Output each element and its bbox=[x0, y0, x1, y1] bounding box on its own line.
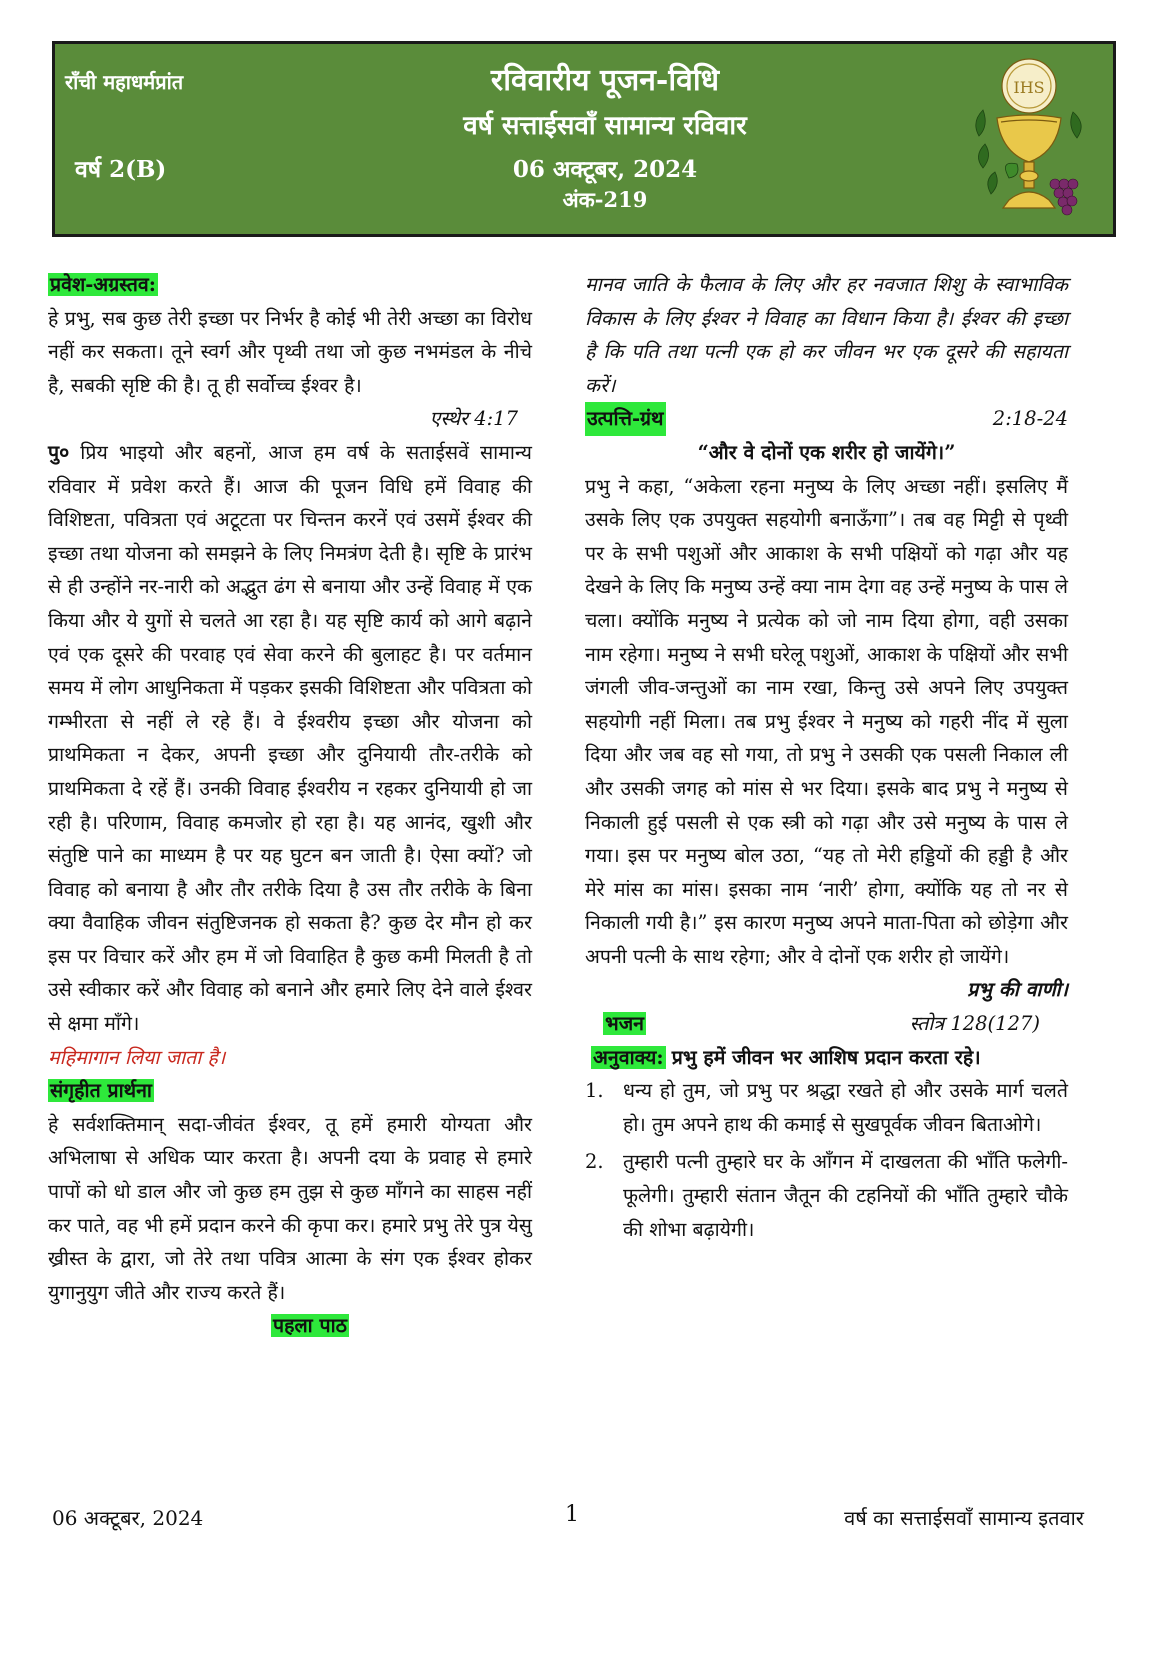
right-column bbox=[585, 268, 1068, 1250]
list-item bbox=[585, 1145, 1068, 1246]
list-item bbox=[585, 1074, 1068, 1141]
reading-text: प्रभु ने कहा, “अकेला रहना मनुष्य के लिए अच्छा नहीं। इसलिए मैं उसके लिए एक उपयुक्त सहयोगी बनाऊँगा”। तब वह मिट्टी से पृथ्वी पर के सभी पशुओं और आकाश के सभी पक्षियों को गढ़ा और यह देखने के लिए कि मनुष्य उन्हें क्या नाम देगा वह उन्हें मनुष्य के पास ले चला। क्योंकि मनुष्य ने प्रत्येक को जो नाम दिया होगा, वही उसका नाम रहेगा। मनुष्य ने सभी घरेलू पशुओं, आकाश के पक्षियों और सभी जंगली जीव-जन्तुओं का नाम रखा, किन्तु उसे अपने लिए उपयुक्त सहयोगी नहीं मिला। तब प्रभु ईश्वर ने मनुष्य को गहरी नींद में सुला दिया और जब वह सो गया, तो प्रभु ने उसकी एक पसली निकाल ली और उसकी जगह को मांस से भर दिया। इसके बाद प्रभु ने मनुष्य से निकाली हुई पसली से एक स्त्री को गढ़ा और उसे मनुष्य के पास ले गया। इस पर मनुष्य बोल उठा, “यह तो मेरी हड्डियों की हड्डी है और मेरे मांस का मांस। इसका नाम ‘नारी’ होगा, क्योंकि यह तो नर से निकाली गयी है।” इस कारण मनुष्य अपने माता-पिता को छोड़ेगा और अपनी पत्नी के साथ रहेगा; और वे दोनों एक शरीर हो जायेंगे। bbox=[585, 474, 1068, 968]
entrance-reference: एस्थेर 4:17 bbox=[429, 407, 518, 431]
page-number: 1 bbox=[565, 1502, 579, 1527]
psalm-heading: भजन bbox=[605, 1012, 645, 1036]
page-subtitle: वर्ष सत्ताईसवाँ सामान्य रविवार bbox=[463, 111, 747, 141]
psalm-reference: स्तोत्र 128(127) bbox=[909, 1012, 1040, 1036]
priest-label: पु० bbox=[48, 440, 70, 464]
gloria-note: महिमागान लिया जाता है। bbox=[48, 1045, 226, 1069]
word-of-the-lord: प्रभु की वाणी। bbox=[967, 978, 1068, 1002]
reading-reference: 2:18-24 bbox=[992, 407, 1068, 431]
verse-text: धन्य हो तुम, जो प्रभु पर श्रद्धा रखते हो और उसके मार्ग चलते हो। तुम अपने हाथ की कमाई से सुखपूर्वक जीवन बिताओगे। bbox=[623, 1079, 1068, 1136]
first-reading-heading: पहला पाठ bbox=[273, 1314, 347, 1338]
page-title: रविवारीय पूजन-विधि bbox=[490, 63, 720, 98]
header-date: 06 अक्टूबर, 2024 bbox=[512, 156, 698, 183]
priest-text: प्रिय भाइयो और बहनों, आज हम वर्ष के सताईसवें सामान्य रविवार में प्रवेश करते हैं। आज की पूजन विधि हमें विवाह की विशिष्टता, पवित्रता एवं अटूटता पर चिन्तन करनें एवं उसमें ईश्वर की इच्छा तथा योजना को समझने के लिए निमत्रंण देती है। सृष्टि के प्रारंभ से ही उन्होंने नर-नारी को अद्भुत ढंग से बनाया और उन्हें विवाह में एक किया और ये युगों से चलते आ रहा है। यह सृष्टि कार्य को आगे बढ़ाने एवं एक दूसरे की परवाह एवं सेवा करने की बुलाहट है। पर वर्तमान समय में लोग आधुनिकता में पड़कर इसकी विशिष्टता और पवित्रता को गम्भीरता से नहीं ले रहे हैं। वे ईश्वरीय इच्छा और योजना को प्राथमिकता न देकर, अपनी इच्छा और दुनियायी तौर-तरीके को प्राथमिकता दे रहें हैं। उनकी विवाह ईश्वरीय न रहकर दुनियायी हो जा रही है। परिणाम, विवाह कमजोर हो रहा है। यह आनंद, खुशी और संतुष्टि पाने का माध्यम है पर यह घुटन बन जाती है। ऐसा क्यों? जो विवाह को बनाया है और तौर तरीके दिया है उस तौर तरीके के बिना क्या वैवाहिक जीवन संतुष्टिजनक हो सकता है? कुछ देर मौन हो कर इस पर विचार करें और हम में जो विवाहित है कुछ कमी मिलती है तो उसे स्वीकार करें और विवाह को बनाने और हमारे लिए देने वाले ईश्वर से क्षमा माँगे। bbox=[48, 440, 532, 1036]
reading-introduction: मानव जाति के फैलाव के लिए और हर नवजात शिशु के स्वाभाविक विकास के लिए ईश्वर ने विवाह का विधान किया है। ईश्वर की इच्छा है कि पति तथा पत्नी एक हो कर जीवन भर एक दूसरे की सहायता करें। bbox=[585, 273, 1068, 397]
liturgical-year: वर्ष 2(B) bbox=[75, 156, 167, 183]
priest-introduction bbox=[48, 436, 532, 1041]
entrance-heading: प्रवेश-अग्रस्तव: bbox=[50, 273, 156, 296]
verse-text: तुम्हारी पत्नी तुम्हारे घर के आँगन में दाखलता की भाँति फलेगी-फूलेगी। तुम्हारी संतान जैतून की टहनियों की भाँति तुम्हारे चौके की शोभा बढ़ायेगी। bbox=[623, 1150, 1068, 1241]
verse-number: 1. bbox=[585, 1079, 604, 1103]
verse-number: 2. bbox=[585, 1150, 604, 1174]
header-banner bbox=[52, 41, 1116, 237]
response-label: अनुवाक्य: bbox=[593, 1045, 664, 1069]
psalm-response bbox=[585, 1041, 1068, 1075]
collect-heading: संगृहीत प्रार्थना bbox=[50, 1079, 152, 1103]
diocese-name: राँची महाधर्मप्रांत bbox=[65, 70, 184, 94]
entrance-text: हे प्रभु, सब कुछ तेरी इच्छा पर निर्भर है कोई भी तेरी अच्छा का विरोध नहीं कर सकता। तूने स्वर्ग और पृथ्वी तथा जो कुछ नभमंडल के नीचे है, सबकी सृष्टि की है। तू ही सर्वोच्च ईश्वर है। bbox=[48, 306, 532, 397]
psalm-verses bbox=[585, 1074, 1068, 1246]
collect-prayer: हे सर्वशक्तिमान् सदा-जीवंत ईश्वर, तू हमें हमारी योग्यता और अभिलाषा से अधिक प्यार करता है। अपनी दया के प्रवाह से हमारे पापों को धो डाल और जो कुछ हम तुझ से कुछ माँगने का साहस नहीं कर पाते, वह भी हमें प्रदान करने की कृपा कर। हमारे प्रभु तेरे पुत्र येसु ख्रीस्त के द्वारा, जो तेरे तथा पवित्र आत्मा के संग एक ईश्वर होकर युगानुयुग जीते और राज्य करते हैं। bbox=[48, 1112, 532, 1304]
entrance-antiphon bbox=[48, 302, 532, 403]
ihs-monogram: IHS bbox=[1013, 78, 1045, 97]
issue-number: अंक-219 bbox=[562, 187, 648, 212]
left-column bbox=[48, 268, 532, 1343]
footer-title: वर्ष का सत्ताईसवाँ सामान्य इतवार bbox=[844, 1506, 1084, 1530]
reading-title: “और वे दोनों एक शरीर हो जायेंगे।” bbox=[697, 440, 956, 464]
reading-heading: उत्पत्ति-ग्रंथ bbox=[585, 402, 666, 436]
chalice-host-icon bbox=[969, 52, 1089, 232]
response-text: प्रभु हमें जीवन भर आशिष प्रदान करता रहे। bbox=[671, 1045, 981, 1069]
footer-date: 06 अक्टूबर, 2024 bbox=[52, 1506, 204, 1530]
